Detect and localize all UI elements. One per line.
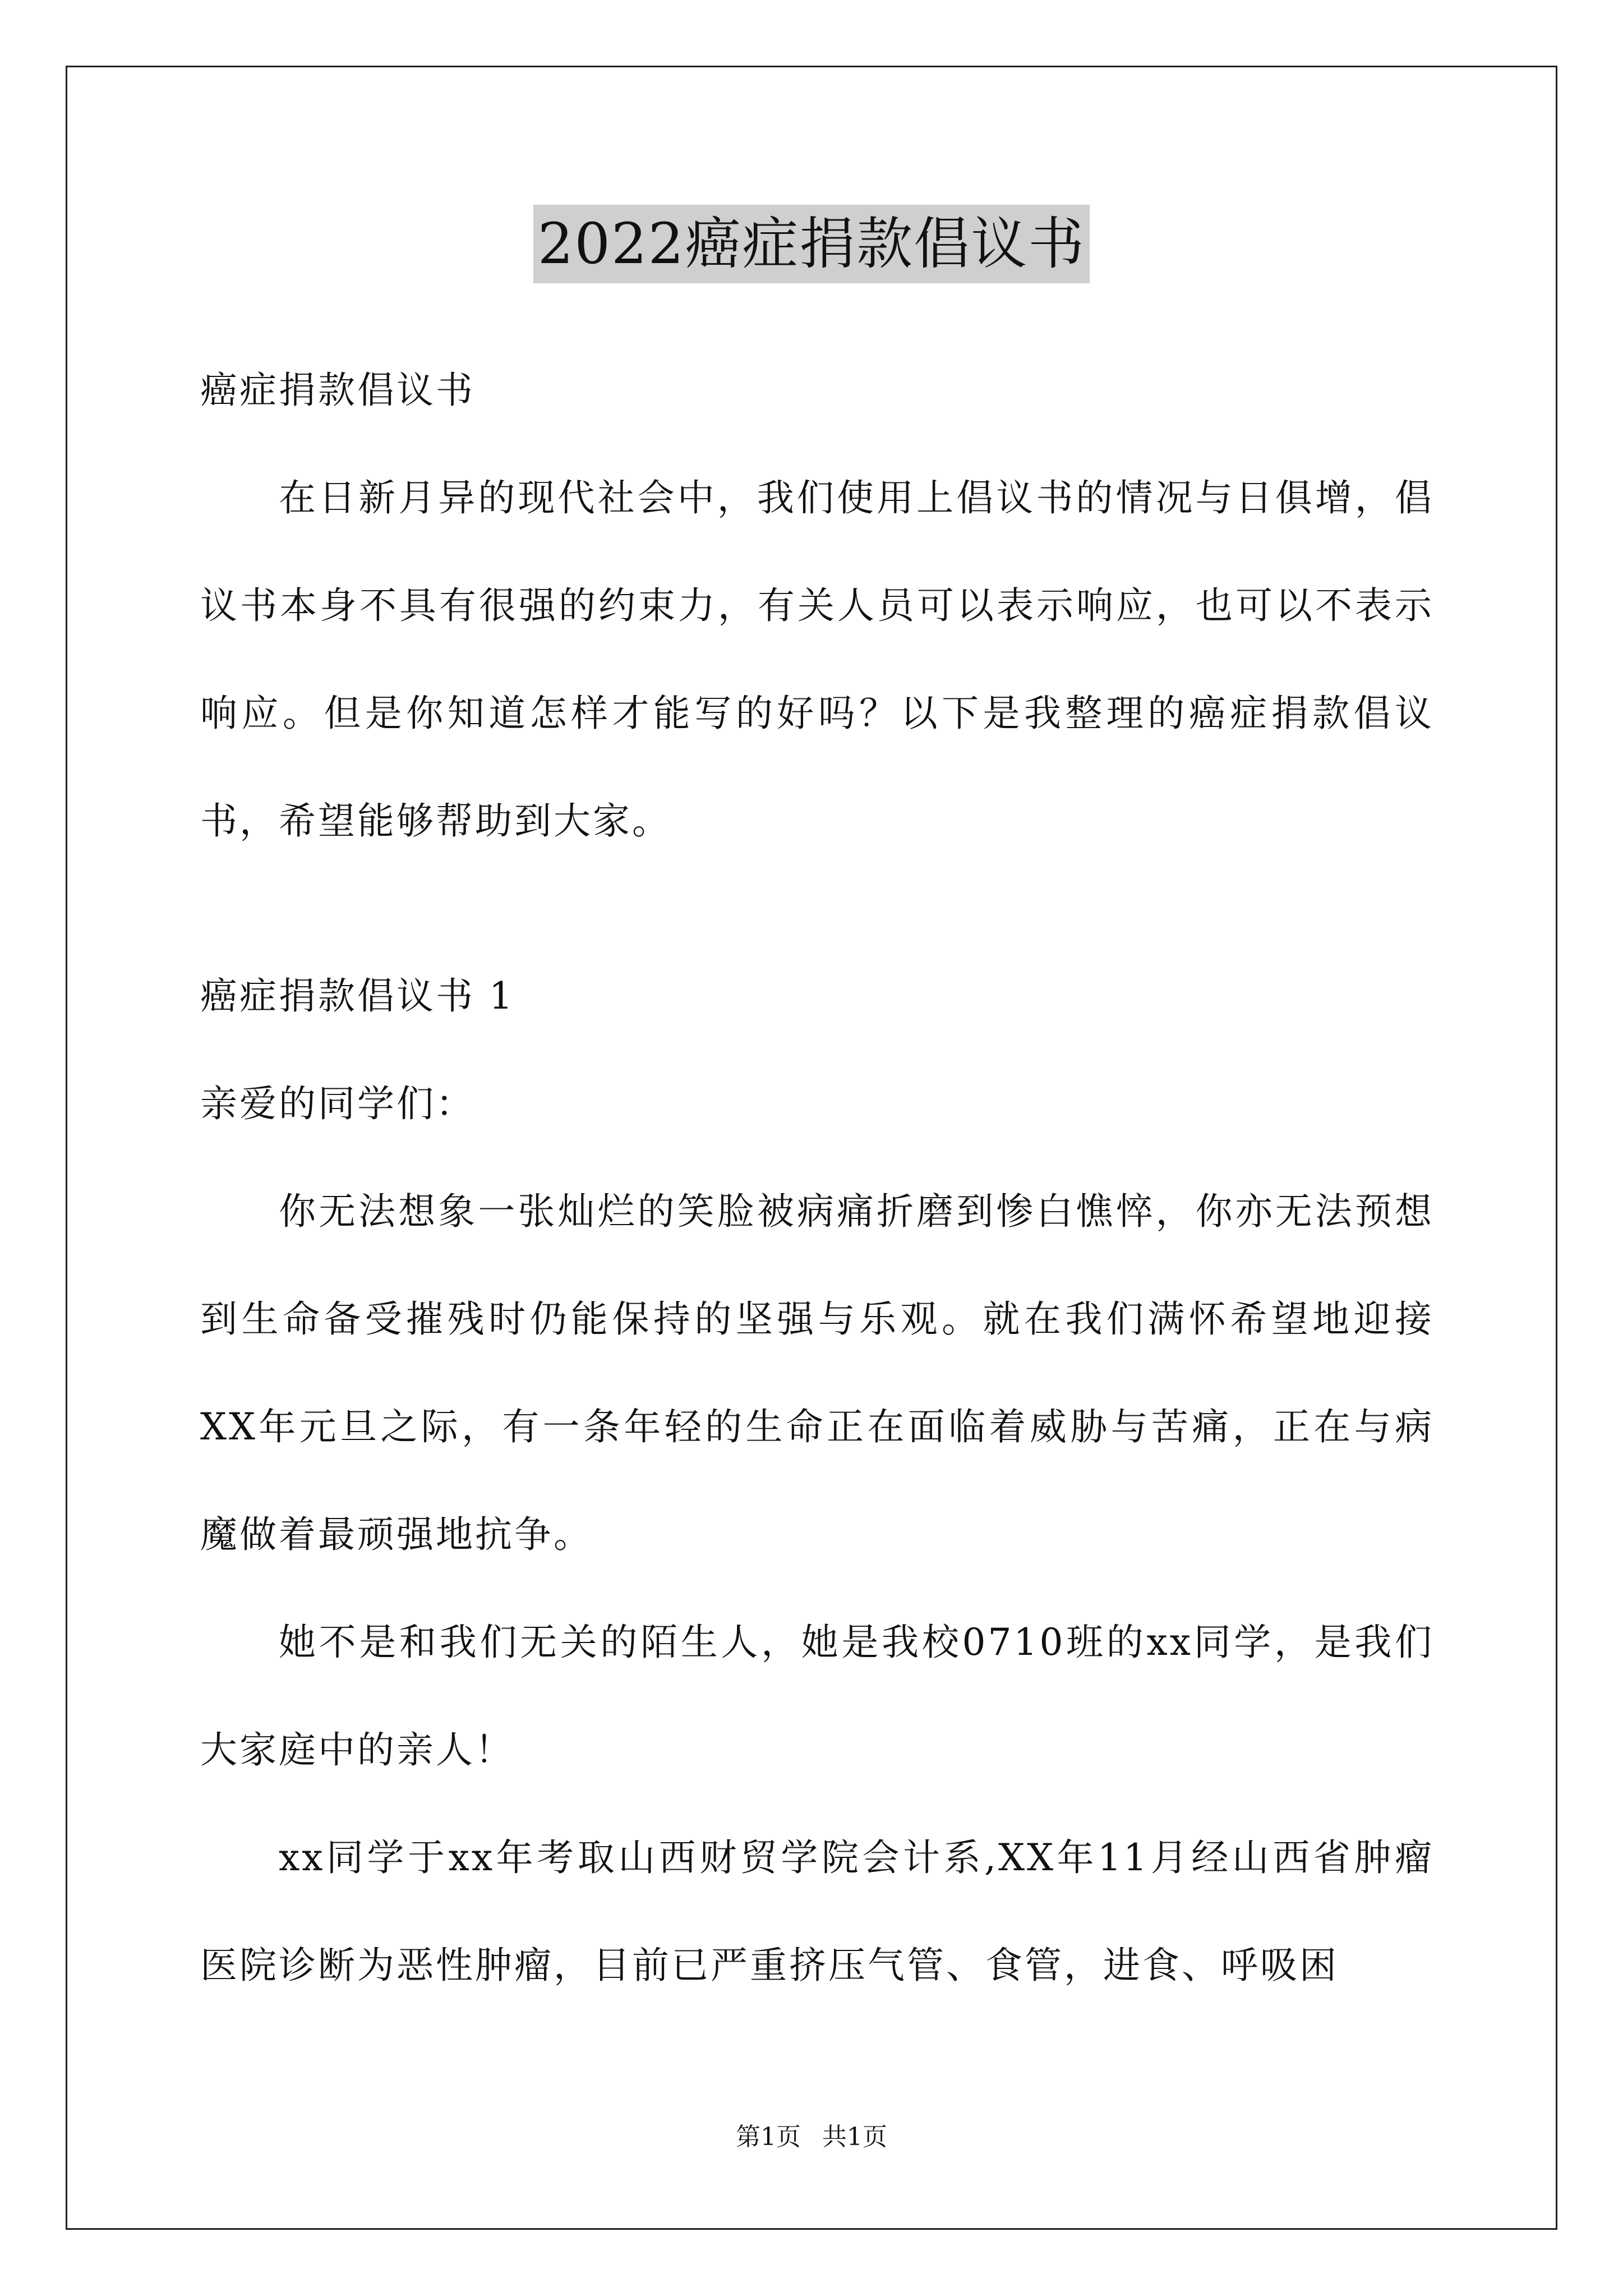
- page-footer: [0, 2120, 1623, 2154]
- section-heading: 癌症捐款倡议书 1: [200, 974, 515, 1018]
- section-gap: [200, 875, 1434, 942]
- page-number-current: 第1页: [736, 2123, 801, 2151]
- title-container: [0, 205, 1623, 283]
- body-paragraph-3: xx同学于xx年考取山西财贸学院会计系,XX年11月经山西省肿瘤医院诊断为恶性肿瘤，目前已严重挤压气管、食管，进食、呼吸困: [200, 1836, 1434, 1987]
- intro-paragraph: 在日新月异的现代社会中，我们使用上倡议书的情况与日俱增，倡议书本身不具有很强的约束力，有关人员可以表示响应，也可以不表示响应。但是你知道怎样才能写的好吗？以下是我整理的癌症捐款倡议书，希望能够帮助到大家。: [200, 476, 1434, 843]
- document-body: [200, 337, 1434, 2019]
- body-paragraph-2: 她不是和我们无关的陌生人，她是我校0710班的xx同学，是我们大家庭中的亲人！: [200, 1621, 1434, 1772]
- document-subtitle: 癌症捐款倡议书: [200, 369, 475, 412]
- document-title: 2022癌症捐款倡议书: [533, 205, 1090, 283]
- page-number-total: 共1页: [822, 2123, 887, 2151]
- body-paragraph-1: 你无法想象一张灿烂的笑脸被病痛折磨到惨白憔悴，你亦无法预想到生命备受摧残时仍能保持的坚强与乐观。就在我们满怀希望地迎接XX年元旦之际，有一条年轻的生命正在面临着威胁与苦痛，正在与病魔做着最顽强地抗争。: [200, 1190, 1434, 1556]
- salutation: 亲爱的同学们：: [200, 1082, 475, 1125]
